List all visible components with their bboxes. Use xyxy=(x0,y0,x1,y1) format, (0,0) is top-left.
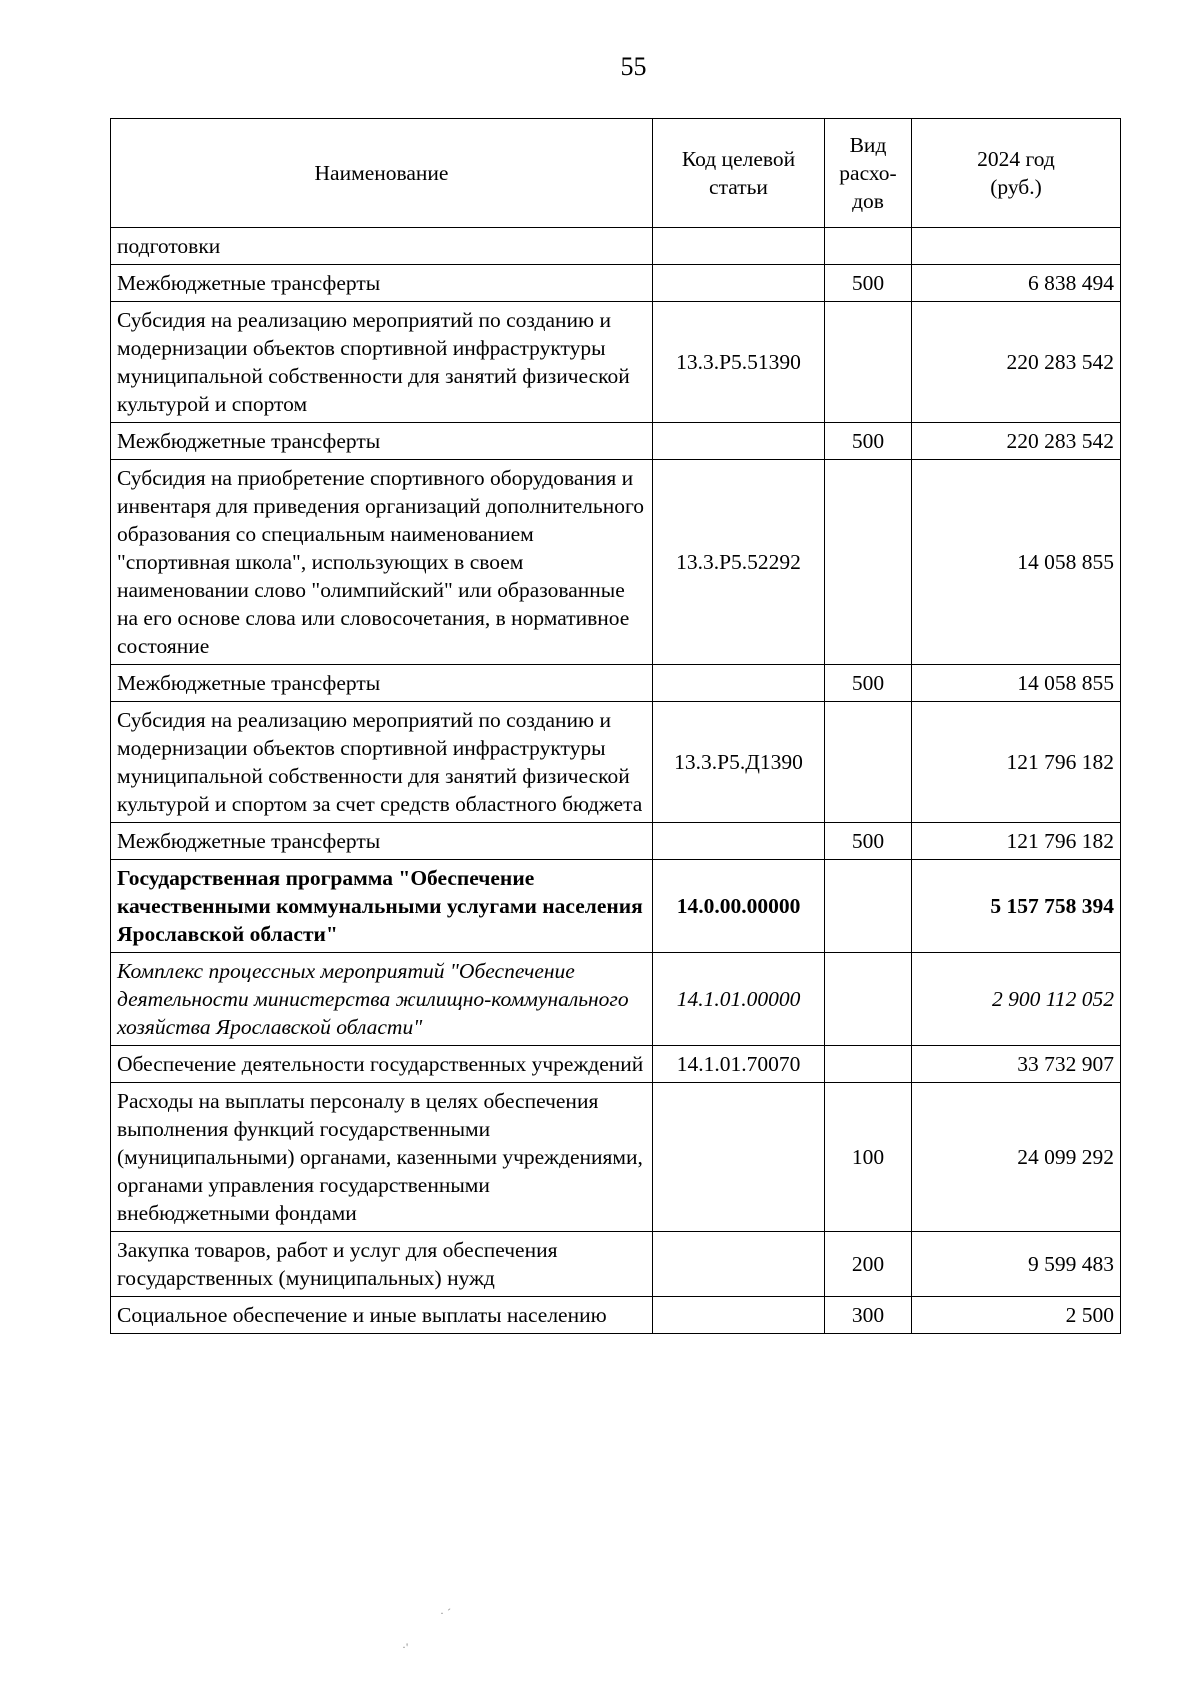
name-cell: Комплекс процессных мероприятий "Обеспечение деятельности министерства жилищно-коммунального хозяйства Ярославской области" xyxy=(111,953,653,1046)
name-cell: Межбюджетные трансферты xyxy=(111,823,653,860)
name-cell: Субсидия на реализацию мероприятий по созданию и модернизации объектов спортивной инфраструктуры муниципальной собственности для занятий физической культурой и спортом xyxy=(111,302,653,423)
code-cell xyxy=(653,1083,825,1232)
expense-type-cell: 200 xyxy=(825,1232,912,1297)
code-cell: 14.1.01.70070 xyxy=(653,1046,825,1083)
name-cell: Расходы на выплаты персоналу в целях обеспечения выполнения функций государственными (муниципальными) органами, казенными учреждениями, органами управления государственными внебюджетными фондами xyxy=(111,1083,653,1232)
amount-cell: 33 732 907 xyxy=(912,1046,1121,1083)
code-cell: 13.3.Р5.Д1390 xyxy=(653,702,825,823)
header-code-line2: статьи xyxy=(709,175,768,199)
header-code xyxy=(653,119,825,228)
table-row xyxy=(111,953,1121,1046)
code-cell: 14.0.00.00000 xyxy=(653,860,825,953)
code-cell xyxy=(653,1297,825,1334)
amount-cell: 220 283 542 xyxy=(912,302,1121,423)
table-row xyxy=(111,860,1121,953)
code-cell xyxy=(653,265,825,302)
name-cell: Межбюджетные трансферты xyxy=(111,423,653,460)
table-row xyxy=(111,423,1121,460)
name-cell: Обеспечение деятельности государственных учреждений xyxy=(111,1046,653,1083)
code-cell xyxy=(653,665,825,702)
header-amount-line2: (руб.) xyxy=(990,175,1042,199)
table-row xyxy=(111,302,1121,423)
table-row xyxy=(111,265,1121,302)
table-row xyxy=(111,823,1121,860)
expense-type-cell xyxy=(825,460,912,665)
amount-cell: 14 058 855 xyxy=(912,460,1121,665)
table-row xyxy=(111,665,1121,702)
amount-cell: 5 157 758 394 xyxy=(912,860,1121,953)
header-code-line1: Код целевой xyxy=(681,147,796,171)
code-cell xyxy=(653,423,825,460)
code-cell: 13.3.Р5.51390 xyxy=(653,302,825,423)
expense-type-cell xyxy=(825,860,912,953)
amount-cell: 2 900 112 052 xyxy=(912,953,1121,1046)
name-cell: Субсидия на реализацию мероприятий по созданию и модернизации объектов спортивной инфраструктуры муниципальной собственности для занятий физической культурой и спортом за счет средств областного бюджета xyxy=(111,702,653,823)
code-cell xyxy=(653,1232,825,1297)
table-row xyxy=(111,1083,1121,1232)
name-cell: Субсидия на приобретение спортивного оборудования и инвентаря для приведения организаций дополнительного образования со специальным наименованием "спортивная школа", использующих в своем наименовании слово "олимпийский" или образованные на его основе слова или словосочетания, в нормативное состояние xyxy=(111,460,653,665)
amount-cell: 24 099 292 xyxy=(912,1083,1121,1232)
name-cell: Государственная программа "Обеспечение качественными коммунальными услугами населения Ярославской области" xyxy=(111,860,653,953)
name-cell: подготовки xyxy=(111,228,653,265)
code-cell: 13.3.Р5.52292 xyxy=(653,460,825,665)
amount-cell: 14 058 855 xyxy=(912,665,1121,702)
header-name-label: Наименование xyxy=(314,161,449,185)
expense-type-cell xyxy=(825,302,912,423)
header-amount-line1: 2024 год xyxy=(977,147,1055,171)
name-cell: Межбюджетные трансферты xyxy=(111,665,653,702)
name-cell: Закупка товаров, работ и услуг для обеспечения государственных (муниципальных) нужд xyxy=(111,1232,653,1297)
header-type-line3: дов xyxy=(852,189,884,213)
expense-type-cell: 500 xyxy=(825,823,912,860)
amount-cell: 121 796 182 xyxy=(912,823,1121,860)
amount-cell: 6 838 494 xyxy=(912,265,1121,302)
table-row xyxy=(111,702,1121,823)
amount-cell: 2 500 xyxy=(912,1297,1121,1334)
amount-cell xyxy=(912,228,1121,265)
expense-type-cell: 500 xyxy=(825,665,912,702)
expense-type-cell: 100 xyxy=(825,1083,912,1232)
table-row xyxy=(111,1232,1121,1297)
page-number: 55 xyxy=(620,52,647,81)
table-row xyxy=(111,460,1121,665)
table-row xyxy=(111,1046,1121,1083)
name-cell: Межбюджетные трансферты xyxy=(111,265,653,302)
expense-type-cell: 500 xyxy=(825,265,912,302)
expense-type-cell: 300 xyxy=(825,1297,912,1334)
expense-type-cell: 500 xyxy=(825,423,912,460)
expense-type-cell xyxy=(825,228,912,265)
expense-type-cell xyxy=(825,1046,912,1083)
expense-type-cell xyxy=(825,953,912,1046)
amount-cell: 220 283 542 xyxy=(912,423,1121,460)
table-header-row xyxy=(111,119,1121,228)
header-type xyxy=(825,119,912,228)
header-name xyxy=(111,119,653,228)
scan-speck: ·' xyxy=(402,1640,409,1654)
code-cell xyxy=(653,823,825,860)
header-amount xyxy=(912,119,1121,228)
table-row xyxy=(111,1297,1121,1334)
budget-table xyxy=(110,118,1121,1334)
expense-type-cell xyxy=(825,702,912,823)
name-cell: Социальное обеспечение и иные выплаты населению xyxy=(111,1297,653,1334)
code-cell xyxy=(653,228,825,265)
amount-cell: 9 599 483 xyxy=(912,1232,1121,1297)
amount-cell: 121 796 182 xyxy=(912,702,1121,823)
header-type-line2: расхо- xyxy=(839,161,897,185)
code-cell: 14.1.01.00000 xyxy=(653,953,825,1046)
header-type-line1: Вид xyxy=(849,133,887,157)
table-row xyxy=(111,228,1121,265)
scan-speck: · ´ xyxy=(440,1606,451,1620)
